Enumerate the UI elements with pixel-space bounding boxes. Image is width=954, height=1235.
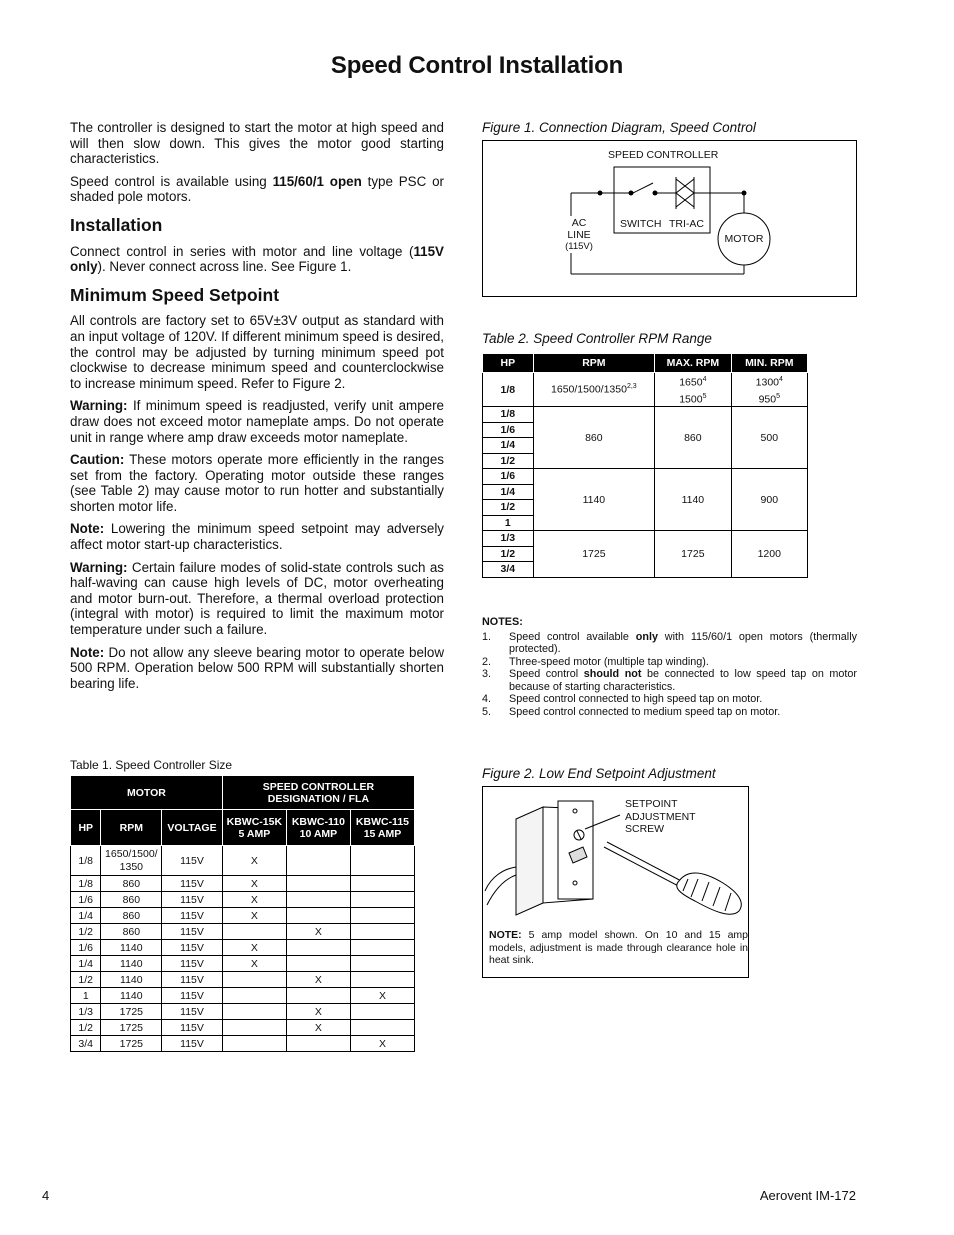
table1-cell: 860 [101, 908, 162, 924]
t2-col-hp: HP [483, 354, 534, 373]
notes-heading: NOTES: [482, 616, 523, 628]
warning-2: Warning: Certain failure modes of solid-state controls such as half-waving can cause high levels of DC, motor overheating and motor burn-out. Therefore, a thermal overload protection (integral with motor) is required to limit the maximum motor temperature under such a failure. [70, 559, 444, 638]
speed-controller-header: SPEED CONTROLLER DESIGNATION / FLA [222, 776, 414, 810]
table2-min-cell: 1200 [731, 531, 807, 578]
table1-cell [350, 876, 414, 892]
table1-cell: 1725 [101, 1004, 162, 1020]
min-speed-paragraph: All controls are factory set to 65V±3V output as standard with an input voltage of 120V. If different minimum speed is desired, the control may be adjusted by turning minimum speed pot clockwise to decrease minimum speed and counterclockwise to increase minimum speed. Refer to Figure 2. [70, 313, 444, 391]
table2-min-cell: 900 [731, 469, 807, 531]
table2-hp-cell: 1/4 [483, 484, 534, 500]
figure2-note: NOTE: 5 amp model shown. On 10 and 15 amp models, adjustment is made through clearance hole in heat sink. [489, 929, 748, 966]
min-speed-heading: Minimum Speed Setpoint [70, 284, 280, 305]
t2-row1-rpm: 1650/1500/1350$^{2,3}$ [533, 373, 655, 407]
table1-row [71, 924, 415, 940]
table2-hp-cell: 1/6 [483, 422, 534, 438]
switch-label: SWITCH [620, 218, 662, 230]
note-item-3: 3. Speed control should not be connected to low speed tap on motor because of starting characteristics. [482, 668, 857, 693]
table2-hp-cell: 1/3 [483, 531, 534, 547]
connection-diagram [482, 140, 857, 297]
table1-cell [222, 972, 286, 988]
note-1: Note: Lowering the minimum speed setpoint may adversely affect motor start-up characteristics. [70, 521, 444, 553]
table1-caption: Table 1. Speed Controller Size [70, 758, 233, 772]
table2-hp-cell: 3/4 [483, 562, 534, 578]
intro-paragraph-2: Speed control is available using 115/60/1 open type PSC or shaded pole motors. [70, 173, 444, 205]
table2-row [483, 531, 808, 547]
t2-row1-hp: 1/8 [483, 373, 534, 407]
table1-cell: 1/4 [71, 908, 101, 924]
table1-cell: X [286, 1004, 350, 1020]
col-kbwc-15k: KBWC-15K 5 AMP [222, 810, 286, 846]
table2-caption: Table 2. Speed Controller RPM Range [482, 331, 712, 346]
motor-header: MOTOR [71, 776, 223, 810]
t2-row1-max: 1650$^4$ 1500$^5$ [655, 373, 731, 407]
table1-cell: X [222, 956, 286, 972]
speed-controller-label: SPEED CONTROLLER [608, 149, 719, 161]
table1-cell: 1140 [101, 956, 162, 972]
t2-col-rpm: RPM [533, 354, 655, 373]
table2-min-cell: 500 [731, 407, 807, 469]
table1-cell: 1/2 [71, 972, 101, 988]
table1-cell: 1 [71, 988, 101, 1004]
installation-heading: Installation [70, 214, 163, 235]
table1-cell: 115V [162, 1020, 223, 1036]
document-id: Aerovent IM-172 [759, 1188, 856, 1203]
table1-cell: 1140 [101, 988, 162, 1004]
col-hp: HP [71, 810, 101, 846]
note-item-4: 4. Speed control connected to high speed tap on motor. [482, 693, 763, 705]
table1-cell: 860 [101, 892, 162, 908]
table1-cell: X [222, 908, 286, 924]
table1-cell: 1725 [101, 1020, 162, 1036]
page-title: Speed Control Installation [330, 52, 624, 79]
warning-1: Warning: If minimum speed is readjusted, verify unit ampere draw does not exceed motor nameplate amps. Do not operate unit in range where amp draw exceeds motor nameplate. [70, 398, 444, 445]
col-voltage: VOLTAGE [162, 810, 223, 846]
table1-cell: 3/4 [71, 1036, 101, 1052]
caution: Caution: These motors operate more efficiently in the ranges set from the factory. Operating motor outside these ranges (see Table 2) may cause motor to run hotter and substantially shorten motor life. [70, 452, 444, 514]
rpm-range-table [482, 353, 808, 578]
table1-cell: 115V [162, 924, 223, 940]
table1-row [71, 956, 415, 972]
table1-cell [350, 892, 414, 908]
figure1-caption: Figure 1. Connection Diagram, Speed Control [482, 120, 756, 135]
table1-row [71, 908, 415, 924]
table1-cell: 115V [162, 940, 223, 956]
setpoint-adjustment-figure [482, 786, 749, 978]
table1-cell: 1/2 [71, 1020, 101, 1036]
table2-hp-cell: 1/8 [483, 407, 534, 423]
speed-controller-size-table [70, 775, 415, 1052]
table1-cell: 860 [101, 876, 162, 892]
table1-cell [350, 846, 414, 876]
table1-cell: 1140 [101, 972, 162, 988]
table1-cell: X [286, 972, 350, 988]
col-kbwc-115: KBWC-115 15 AMP [350, 810, 414, 846]
table1-cell: 115V [162, 908, 223, 924]
table1-cell: X [350, 988, 414, 1004]
table1-cell: 115V [162, 1036, 223, 1052]
table2-hp-cell: 1 [483, 515, 534, 531]
table2-rpm-cell: 1140 [533, 469, 655, 531]
table1-row [71, 988, 415, 1004]
table1-row [71, 1036, 415, 1052]
table1-cell: X [222, 892, 286, 908]
table1-cell [286, 846, 350, 876]
t2-col-max: MAX. RPM [655, 354, 731, 373]
table1-cell [350, 908, 414, 924]
table1-cell [286, 892, 350, 908]
table2-rpm-cell: 1725 [533, 531, 655, 578]
table1-cell: 1/3 [71, 1004, 101, 1020]
table1-cell [350, 972, 414, 988]
table2-row [483, 407, 808, 423]
figure2-caption: Figure 2. Low End Setpoint Adjustment [482, 766, 716, 781]
table1-cell [286, 908, 350, 924]
triac-label: TRI-AC [669, 218, 704, 230]
table1-row [71, 846, 415, 876]
table1-cell: 1/8 [71, 846, 101, 876]
table1-cell [222, 1020, 286, 1036]
table1-cell: 115V [162, 972, 223, 988]
table1-cell: 115V [162, 846, 223, 876]
table1-cell: 1/6 [71, 892, 101, 908]
table2-rpm-cell: 860 [533, 407, 655, 469]
table1-cell [350, 956, 414, 972]
table1-cell: X [286, 1020, 350, 1036]
table1-cell [350, 940, 414, 956]
table1-cell: 1650/1500/ 1350 [101, 846, 162, 876]
table1-cell: 1725 [101, 1036, 162, 1052]
table1-cell [286, 1036, 350, 1052]
note-item-5: 5. Speed control connected to medium speed tap on motor. [482, 705, 781, 718]
table1-cell [286, 876, 350, 892]
table2-row [483, 469, 808, 485]
table2-max-cell: 1725 [655, 531, 731, 578]
col-rpm: RPM [101, 810, 162, 846]
note-item-2: 2. Three-speed motor (multiple tap winding). [482, 655, 709, 668]
t2-col-min: MIN. RPM [731, 354, 807, 373]
page-number: 4 [42, 1188, 50, 1203]
table1-cell [286, 940, 350, 956]
table1-cell [286, 956, 350, 972]
table1-cell [350, 924, 414, 940]
ac-line-label: AC LINE (115V) [565, 217, 593, 252]
note-item-1: 1. Speed control available only with 115/60/1 open motors (thermally protected). [482, 630, 857, 655]
setpoint-label: SETPOINT ADJUSTMENT SCREW [625, 798, 696, 835]
table2-hp-cell: 1/4 [483, 438, 534, 454]
table2-max-cell: 860 [655, 407, 731, 469]
table1-cell [222, 924, 286, 940]
table1-cell [350, 1004, 414, 1020]
t2-row1-min: 1300$^4$ $950^5$ [731, 373, 807, 407]
table1-cell [222, 1004, 286, 1020]
table2-hp-cell: 1/2 [483, 546, 534, 562]
note-2: Note: Do not allow any sleeve bearing motor to operate below 500 RPM. Operation below 500 RPM will substantially shorten bearing life. [70, 644, 444, 691]
table1-cell [222, 1036, 286, 1052]
table1-row [71, 940, 415, 956]
table1-cell: 1/2 [71, 924, 101, 940]
table1-cell: X [286, 924, 350, 940]
table1-cell: X [222, 846, 286, 876]
left-column [70, 120, 444, 698]
table1-cell: X [350, 1036, 414, 1052]
col-kbwc-110: KBWC-110 10 AMP [286, 810, 350, 846]
installation-text: Connect control in series with motor and line voltage (115V only). Never connect across line. See Figure 1. [70, 243, 444, 275]
table1-cell: 1/8 [71, 876, 101, 892]
table1-cell: X [222, 876, 286, 892]
table1-cell: 115V [162, 1004, 223, 1020]
table1-cell: X [222, 940, 286, 956]
table2-hp-cell: 1/6 [483, 469, 534, 485]
table1-cell: 115V [162, 956, 223, 972]
table1-row [71, 972, 415, 988]
table1-cell: 1/6 [71, 940, 101, 956]
notes-block [482, 616, 857, 718]
intro-paragraph-1: The controller is designed to start the motor at high speed and will then slow down. This gives the motor good starting characteristics. [70, 120, 444, 167]
table2-max-cell: 1140 [655, 469, 731, 531]
table1-cell [350, 1020, 414, 1036]
table1-cell: 860 [101, 924, 162, 940]
table1-cell: 1/4 [71, 956, 101, 972]
table1-cell: 115V [162, 988, 223, 1004]
table1-cell: 1140 [101, 940, 162, 956]
table1-cell: 115V [162, 892, 223, 908]
table2-hp-cell: 1/2 [483, 500, 534, 516]
table2-hp-cell: 1/2 [483, 453, 534, 469]
table1-row [71, 876, 415, 892]
table1-cell [222, 988, 286, 1004]
table1-cell: 115V [162, 876, 223, 892]
table1-row [71, 1004, 415, 1020]
table1-row [71, 892, 415, 908]
motor-label: MOTOR [724, 233, 764, 245]
table1-row [71, 1020, 415, 1036]
table1-cell [286, 988, 350, 1004]
